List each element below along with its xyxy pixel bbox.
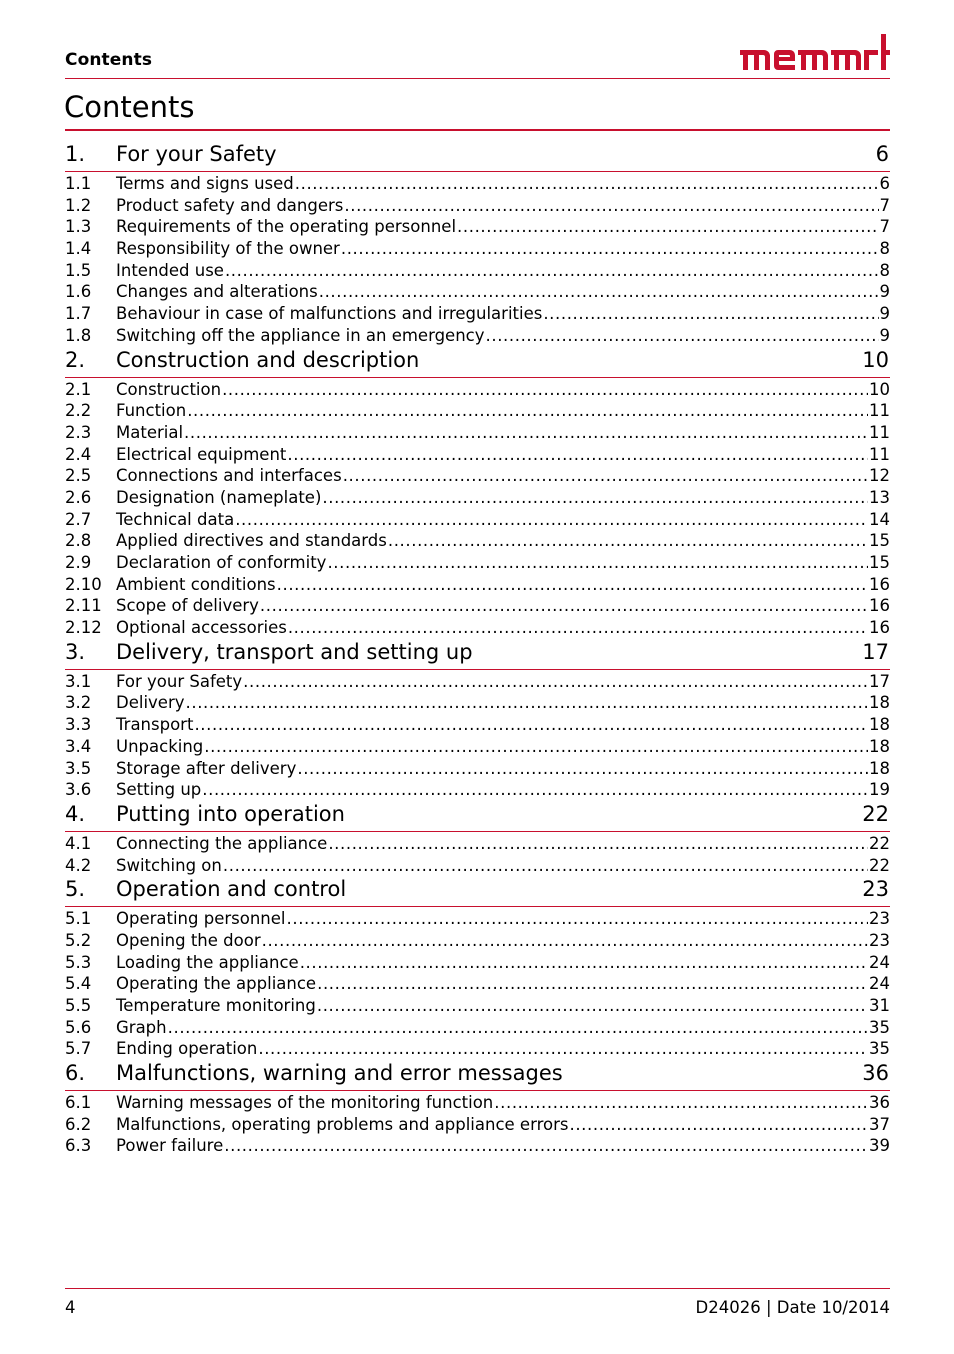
dot-leader bbox=[222, 379, 868, 400]
entry-row bbox=[116, 779, 890, 800]
toc-entry[interactable] bbox=[65, 400, 890, 422]
entry-label: Temperature monitoring bbox=[116, 996, 316, 1015]
toc-entry[interactable] bbox=[65, 930, 890, 952]
entry-label: Switching on bbox=[116, 855, 222, 875]
toc-entry[interactable] bbox=[65, 779, 890, 801]
entry-page-number: 11 bbox=[869, 401, 890, 421]
entry-row bbox=[116, 444, 890, 465]
toc-entry[interactable] bbox=[65, 552, 890, 574]
entry-page-number: 35 bbox=[869, 1017, 890, 1037]
dot-leader bbox=[223, 855, 868, 876]
entry-page-number: 22 bbox=[869, 833, 890, 853]
entry-page-number: 15 bbox=[869, 553, 890, 572]
entry-number: 2.9 bbox=[65, 553, 92, 572]
toc-entry[interactable] bbox=[65, 908, 890, 930]
entry-page-number: 18 bbox=[869, 758, 890, 778]
toc-section-heading[interactable] bbox=[65, 801, 890, 832]
entry-number: 6.2 bbox=[65, 1114, 92, 1134]
entry-page-number: 7 bbox=[879, 195, 890, 215]
section-title: For your Safety bbox=[116, 142, 277, 166]
dot-leader bbox=[295, 173, 879, 194]
dot-leader bbox=[494, 1092, 868, 1113]
entry-row bbox=[116, 379, 890, 400]
entry-page-number: 24 bbox=[869, 974, 890, 994]
dot-leader bbox=[184, 422, 868, 443]
toc-entry[interactable] bbox=[65, 833, 890, 855]
entry-number: 2.2 bbox=[65, 401, 92, 421]
dot-leader bbox=[243, 671, 868, 692]
entry-label: Operating the appliance bbox=[116, 974, 317, 994]
entry-row bbox=[116, 671, 890, 692]
entry-page-number: 35 bbox=[869, 1039, 890, 1059]
entry-row bbox=[116, 833, 890, 854]
entry-row bbox=[116, 930, 890, 951]
entry-label: For your Safety bbox=[116, 671, 243, 691]
entry-row bbox=[116, 1038, 890, 1059]
entry-number: 3.4 bbox=[65, 736, 92, 756]
section-number: 5. bbox=[65, 877, 86, 902]
entry-label: Terms and signs used bbox=[116, 174, 294, 193]
entry-row bbox=[116, 995, 890, 1016]
toc-section-heading[interactable] bbox=[65, 1060, 890, 1091]
entry-page-number: 16 bbox=[869, 596, 890, 616]
entry-number: 4.2 bbox=[65, 855, 92, 875]
memmert-logo bbox=[738, 32, 890, 72]
entry-number: 2.3 bbox=[65, 422, 92, 442]
entry-page-number: 39 bbox=[869, 1136, 890, 1156]
entry-number: 2.4 bbox=[65, 444, 92, 464]
entry-page-number: 11 bbox=[869, 444, 890, 464]
toc-entry[interactable] bbox=[65, 260, 890, 282]
entry-page-number: 7 bbox=[879, 217, 890, 237]
entry-number: 1.7 bbox=[65, 304, 92, 324]
toc-entry[interactable] bbox=[65, 216, 890, 238]
entry-page-number: 11 bbox=[869, 422, 890, 442]
section-page-number: 22 bbox=[862, 801, 889, 826]
toc-entry[interactable] bbox=[65, 281, 890, 303]
entry-label: Malfunctions, operating problems and appliance errors bbox=[116, 1114, 569, 1134]
entry-number: 6.1 bbox=[65, 1093, 92, 1113]
entry-number: 1.2 bbox=[65, 195, 92, 215]
dot-leader bbox=[194, 714, 868, 735]
entry-page-number: 9 bbox=[879, 304, 890, 324]
toc-entry[interactable] bbox=[65, 995, 890, 1017]
section-number: 1. bbox=[65, 142, 86, 166]
entry-label: Opening the door bbox=[116, 930, 261, 950]
entry-label: Setting up bbox=[116, 780, 202, 800]
entry-number: 5.5 bbox=[65, 996, 92, 1015]
entry-label: Loading the appliance bbox=[116, 952, 299, 972]
toc-entry[interactable] bbox=[65, 952, 890, 974]
entry-number: 5.3 bbox=[65, 952, 92, 972]
entry-row bbox=[116, 422, 890, 443]
entry-page-number: 36 bbox=[869, 1093, 890, 1113]
header-rule bbox=[65, 78, 890, 79]
toc-section bbox=[65, 347, 890, 639]
entry-label: Optional accessories bbox=[116, 618, 287, 638]
entry-label: Electrical equipment bbox=[116, 444, 287, 464]
entry-page-number: 24 bbox=[869, 952, 890, 972]
entry-label: Graph bbox=[116, 1017, 167, 1037]
dot-leader bbox=[288, 617, 868, 638]
entry-label: Ending operation bbox=[116, 1039, 258, 1059]
entry-page-number: 37 bbox=[869, 1114, 890, 1134]
entry-number: 3.2 bbox=[65, 693, 92, 713]
entry-row bbox=[116, 908, 890, 929]
entry-page-number: 15 bbox=[869, 531, 890, 551]
entry-number: 1.6 bbox=[65, 282, 92, 302]
toc-entry[interactable] bbox=[65, 617, 890, 639]
toc-entry[interactable] bbox=[65, 465, 890, 487]
dot-leader bbox=[344, 195, 878, 216]
entry-label: Technical data bbox=[116, 509, 235, 529]
entry-label: Switching off the appliance in an emergency bbox=[116, 325, 485, 345]
toc-section bbox=[65, 1060, 890, 1157]
entry-row bbox=[116, 281, 890, 302]
entry-label: Responsibility of the owner bbox=[116, 239, 340, 259]
section-title: Delivery, transport and setting up bbox=[116, 639, 473, 664]
entry-number: 5.6 bbox=[65, 1017, 92, 1037]
entry-page-number: 16 bbox=[869, 574, 890, 594]
entry-label: Unpacking bbox=[116, 736, 204, 756]
section-title: Operation and control bbox=[116, 877, 347, 902]
toc-entry[interactable] bbox=[65, 973, 890, 995]
toc-section-heading[interactable] bbox=[65, 141, 890, 172]
toc-section-heading[interactable] bbox=[65, 876, 890, 907]
entry-number: 5.7 bbox=[65, 1039, 92, 1059]
toc-entry[interactable] bbox=[65, 422, 890, 444]
entry-number: 2.7 bbox=[65, 509, 92, 529]
entry-label: Power failure bbox=[116, 1136, 224, 1156]
page-title: Contents bbox=[64, 90, 195, 124]
entry-page-number: 8 bbox=[879, 260, 890, 280]
dot-leader bbox=[202, 779, 868, 800]
dot-leader bbox=[287, 444, 868, 465]
entry-row bbox=[116, 714, 890, 735]
entry-label: Designation (nameplate) bbox=[116, 487, 322, 507]
toc-section bbox=[65, 639, 890, 801]
entry-label: Ambient conditions bbox=[116, 574, 276, 594]
toc-entry[interactable] bbox=[65, 530, 890, 552]
toc-entry[interactable] bbox=[65, 1114, 890, 1136]
section-page-number: 17 bbox=[862, 639, 889, 664]
title-rule bbox=[65, 129, 890, 131]
toc-section bbox=[65, 876, 890, 1060]
footer-page-number: 4 bbox=[65, 1298, 76, 1317]
entry-number: 2.12 bbox=[65, 618, 102, 638]
dot-leader bbox=[327, 552, 868, 573]
entry-page-number: 12 bbox=[869, 466, 890, 486]
entry-row bbox=[116, 216, 890, 237]
entry-number: 4.1 bbox=[65, 833, 92, 853]
section-number: 3. bbox=[65, 639, 86, 664]
dot-leader bbox=[187, 400, 868, 421]
section-number: 6. bbox=[65, 1061, 86, 1086]
toc-entry[interactable] bbox=[65, 1092, 890, 1114]
toc-entry[interactable] bbox=[65, 595, 890, 617]
toc-entry[interactable] bbox=[65, 855, 890, 877]
entry-row bbox=[116, 238, 890, 259]
entry-row bbox=[116, 530, 890, 551]
entry-number: 3.1 bbox=[65, 671, 92, 691]
entry-row bbox=[116, 1135, 890, 1156]
dot-leader bbox=[168, 1017, 868, 1038]
toc-entry[interactable] bbox=[65, 574, 890, 596]
entry-label: Operating personnel bbox=[116, 909, 286, 929]
section-page-number: 6 bbox=[875, 142, 889, 166]
entry-row bbox=[116, 195, 890, 216]
toc-entry[interactable] bbox=[65, 1135, 890, 1157]
entry-page-number: 9 bbox=[879, 282, 890, 302]
toc-section bbox=[65, 141, 890, 347]
entry-label: Requirements of the operating personnel bbox=[116, 217, 457, 237]
entry-label: Connections and interfaces bbox=[116, 466, 342, 486]
section-number: 4. bbox=[65, 801, 86, 826]
entry-number: 2.10 bbox=[65, 574, 102, 594]
entry-page-number: 18 bbox=[869, 693, 890, 713]
dot-leader bbox=[258, 1038, 868, 1059]
table-of-contents bbox=[65, 141, 890, 1157]
dot-leader bbox=[297, 758, 868, 779]
section-title: Malfunctions, warning and error messages bbox=[116, 1061, 563, 1086]
toc-entry[interactable] bbox=[65, 1017, 890, 1039]
entry-page-number: 17 bbox=[869, 671, 890, 691]
entry-row bbox=[116, 574, 890, 595]
dot-leader bbox=[457, 216, 878, 237]
entry-label: Product safety and dangers bbox=[116, 195, 344, 215]
entry-number: 1.5 bbox=[65, 260, 92, 280]
entry-page-number: 23 bbox=[869, 930, 890, 950]
dot-leader bbox=[235, 509, 868, 530]
entry-page-number: 18 bbox=[869, 715, 890, 735]
toc-entry[interactable] bbox=[65, 736, 890, 758]
entry-label: Connecting the appliance bbox=[116, 833, 328, 853]
footer-doc-info: D24026 | Date 10/2014 bbox=[695, 1298, 890, 1317]
entry-label: Warning messages of the monitoring function bbox=[116, 1093, 494, 1113]
entry-page-number: 14 bbox=[869, 509, 890, 529]
dot-leader bbox=[319, 281, 879, 302]
entry-number: 3.6 bbox=[65, 780, 92, 800]
dot-leader bbox=[262, 930, 868, 951]
toc-section bbox=[65, 801, 890, 876]
entry-label: Transport bbox=[116, 715, 194, 735]
dot-leader bbox=[317, 995, 868, 1016]
entry-label: Intended use bbox=[116, 260, 224, 280]
toc-entry[interactable] bbox=[65, 509, 890, 531]
dot-leader bbox=[300, 952, 868, 973]
entry-number: 5.1 bbox=[65, 909, 92, 929]
dot-leader bbox=[277, 574, 868, 595]
section-page-number: 36 bbox=[862, 1061, 889, 1086]
dot-leader bbox=[204, 736, 868, 757]
dot-leader bbox=[225, 260, 879, 281]
toc-section-heading[interactable] bbox=[65, 347, 890, 378]
entry-page-number: 16 bbox=[869, 618, 890, 638]
entry-row bbox=[116, 1114, 890, 1135]
dot-leader bbox=[543, 303, 878, 324]
entry-row bbox=[116, 973, 890, 994]
entry-page-number: 31 bbox=[869, 996, 890, 1015]
dot-leader bbox=[486, 325, 879, 346]
entry-label: Behaviour in case of malfunctions and irregularities bbox=[116, 304, 543, 324]
entry-label: Function bbox=[116, 401, 187, 421]
entry-row bbox=[116, 325, 890, 346]
section-page-number: 10 bbox=[862, 347, 889, 372]
entry-row bbox=[116, 487, 890, 508]
entry-number: 2.6 bbox=[65, 487, 92, 507]
entry-page-number: 13 bbox=[869, 487, 890, 507]
footer-rule bbox=[65, 1288, 890, 1289]
running-header-label: Contents bbox=[65, 50, 153, 70]
entry-number: 2.5 bbox=[65, 466, 92, 486]
entry-label: Scope of delivery bbox=[116, 596, 259, 616]
entry-number: 3.3 bbox=[65, 715, 92, 735]
entry-row bbox=[116, 552, 890, 573]
toc-entry[interactable] bbox=[65, 714, 890, 736]
dot-leader bbox=[186, 692, 869, 713]
entry-number: 2.11 bbox=[65, 596, 102, 616]
entry-page-number: 22 bbox=[869, 855, 890, 875]
entry-number: 3.5 bbox=[65, 758, 92, 778]
entry-label: Construction bbox=[116, 379, 222, 399]
entry-page-number: 18 bbox=[869, 736, 890, 756]
dot-leader bbox=[224, 1135, 868, 1156]
entry-number: 1.3 bbox=[65, 217, 92, 237]
entry-number: 1.8 bbox=[65, 325, 92, 345]
dot-leader bbox=[341, 238, 879, 259]
entry-row bbox=[116, 692, 890, 713]
entry-row bbox=[116, 736, 890, 757]
toc-entry[interactable] bbox=[65, 195, 890, 217]
toc-entry[interactable] bbox=[65, 671, 890, 693]
entry-number: 6.3 bbox=[65, 1136, 92, 1156]
toc-entry[interactable] bbox=[65, 692, 890, 714]
entry-row bbox=[116, 758, 890, 779]
entry-page-number: 9 bbox=[879, 325, 890, 345]
dot-leader bbox=[287, 908, 869, 929]
dot-leader bbox=[328, 833, 868, 854]
toc-entry[interactable] bbox=[65, 325, 890, 347]
entry-label: Material bbox=[116, 422, 184, 442]
dot-leader bbox=[260, 595, 868, 616]
entry-number: 5.4 bbox=[65, 974, 92, 994]
toc-entry[interactable] bbox=[65, 238, 890, 260]
dot-leader bbox=[343, 465, 868, 486]
entry-row bbox=[116, 303, 890, 324]
entry-row bbox=[116, 173, 890, 194]
entry-row bbox=[116, 952, 890, 973]
entry-row bbox=[116, 400, 890, 421]
entry-row bbox=[116, 465, 890, 486]
toc-entry[interactable] bbox=[65, 379, 890, 401]
entry-number: 2.1 bbox=[65, 379, 92, 399]
entry-row bbox=[116, 509, 890, 530]
entry-row bbox=[116, 595, 890, 616]
toc-entry[interactable] bbox=[65, 758, 890, 780]
entry-page-number: 8 bbox=[879, 239, 890, 259]
entry-row bbox=[116, 260, 890, 281]
dot-leader bbox=[388, 530, 868, 551]
entry-label: Applied directives and standards bbox=[116, 531, 387, 551]
entry-page-number: 10 bbox=[869, 379, 890, 399]
entry-label: Changes and alterations bbox=[116, 282, 318, 302]
entry-row bbox=[116, 617, 890, 638]
section-title: Putting into operation bbox=[116, 801, 345, 826]
dot-leader bbox=[569, 1114, 868, 1135]
toc-entry[interactable] bbox=[65, 303, 890, 325]
toc-entry[interactable] bbox=[65, 444, 890, 466]
section-page-number: 23 bbox=[862, 877, 889, 902]
toc-entry[interactable] bbox=[65, 487, 890, 509]
entry-number: 5.2 bbox=[65, 930, 92, 950]
entry-number: 1.4 bbox=[65, 239, 92, 259]
entry-number: 2.8 bbox=[65, 531, 92, 551]
entry-row bbox=[116, 1092, 890, 1113]
dot-leader bbox=[317, 973, 868, 994]
entry-number: 1.1 bbox=[65, 174, 92, 193]
section-title: Construction and description bbox=[116, 347, 420, 372]
entry-page-number: 6 bbox=[879, 174, 890, 193]
entry-page-number: 19 bbox=[869, 780, 890, 800]
dot-leader bbox=[322, 487, 868, 508]
entry-label: Declaration of conformity bbox=[116, 553, 327, 572]
entry-row bbox=[116, 855, 890, 876]
entry-label: Storage after delivery bbox=[116, 758, 297, 778]
toc-entry[interactable] bbox=[65, 173, 890, 195]
entry-page-number: 23 bbox=[869, 909, 890, 929]
toc-section-heading[interactable] bbox=[65, 639, 890, 670]
entry-label: Delivery bbox=[116, 693, 185, 713]
entry-row bbox=[116, 1017, 890, 1038]
section-number: 2. bbox=[65, 347, 86, 372]
toc-entry[interactable] bbox=[65, 1038, 890, 1060]
